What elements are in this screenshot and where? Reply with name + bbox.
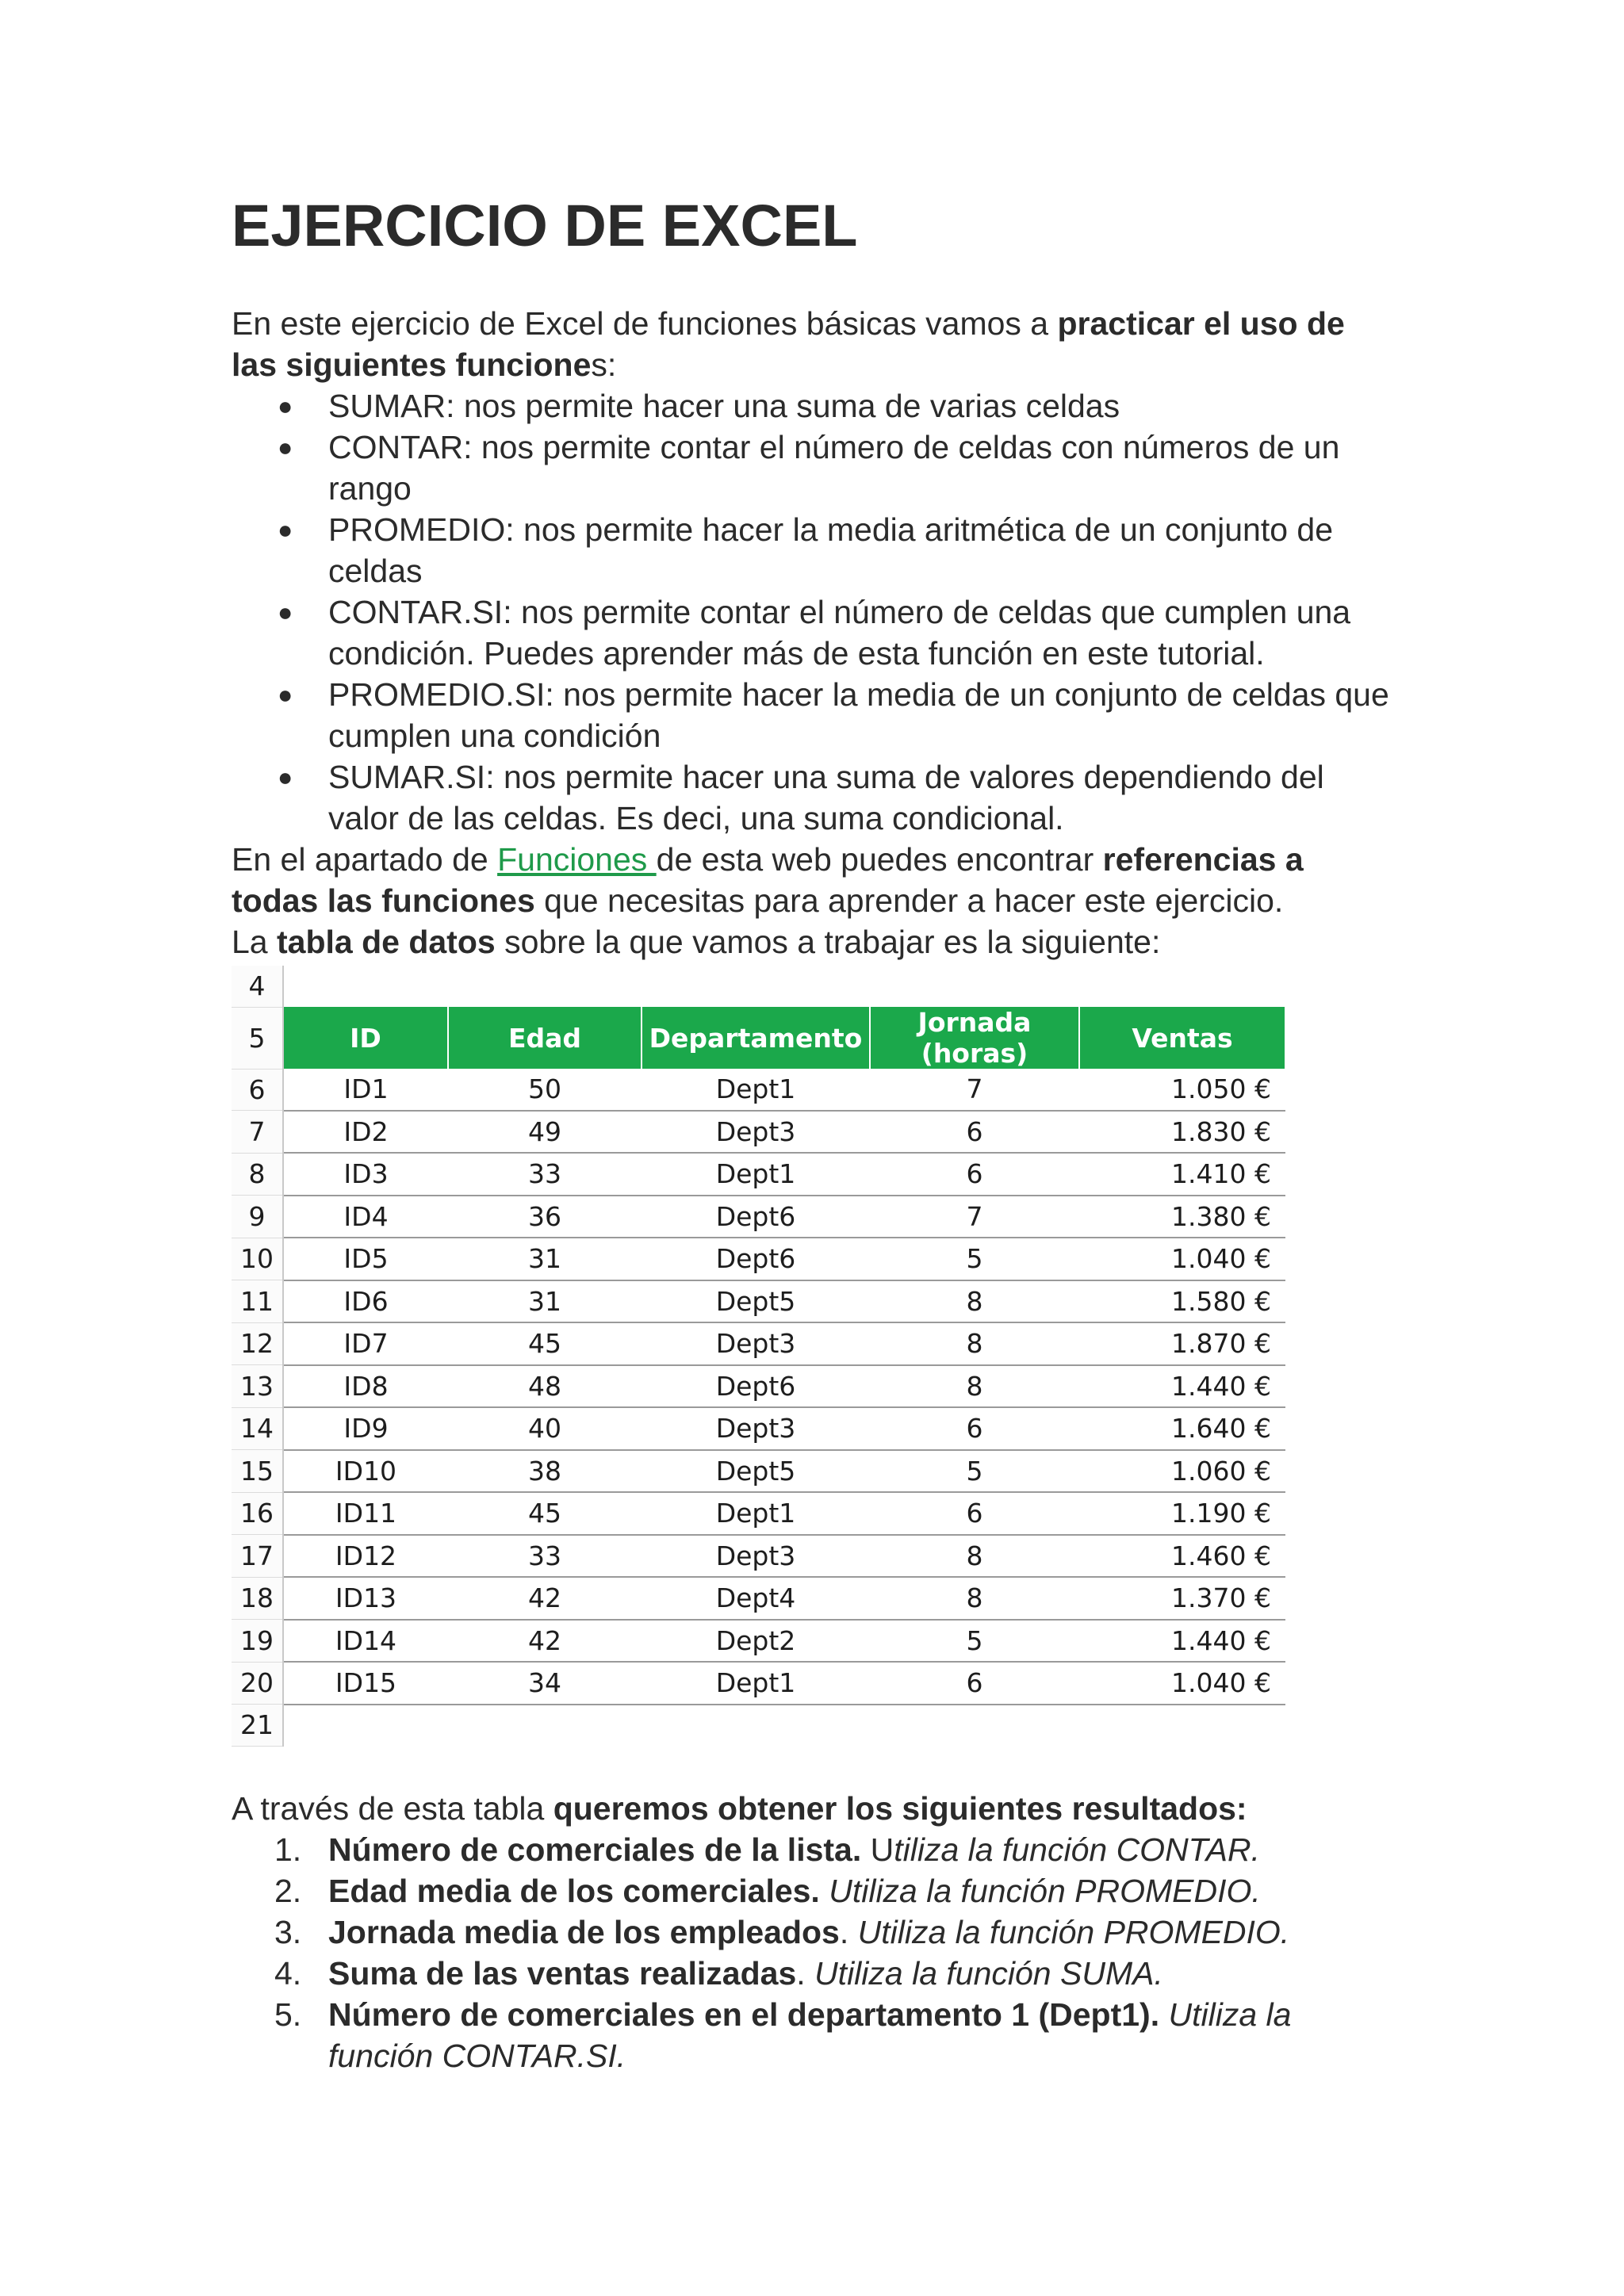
table-cell-edad: 38	[448, 1450, 642, 1493]
table-cell-ven: 1.580 €	[1079, 1280, 1285, 1323]
table-cell-dep: Dept3	[642, 1535, 870, 1578]
table-cell-id: ID5	[283, 1238, 448, 1280]
table-cell-ven: 1.370 €	[1079, 1577, 1285, 1620]
list-item: 4. Suma de las ventas realizadas. Utiliza la función SUMA.	[274, 1954, 1163, 1992]
table-cell-ven: 1.040 €	[1079, 1238, 1285, 1280]
row-number: 5	[232, 1007, 283, 1069]
table-cell-id: ID15	[283, 1662, 448, 1705]
table-row	[232, 1577, 1285, 1620]
table-cell-dep: Dept3	[642, 1111, 870, 1154]
table-cell-jor: 8	[870, 1577, 1079, 1620]
table-cell-jor: 5	[870, 1620, 1079, 1663]
table-cell-ven: 1.380 €	[1079, 1196, 1285, 1238]
table-cell-id: ID7	[283, 1322, 448, 1365]
row-number: 6	[232, 1069, 283, 1111]
table-cell-jor: 6	[870, 1407, 1079, 1450]
row-number: 17	[232, 1535, 283, 1578]
page-title: EJERCICIO DE EXCEL	[232, 193, 858, 258]
table-cell-dep: Dept2	[642, 1620, 870, 1663]
table-cell-id: ID11	[283, 1492, 448, 1535]
row-number: 13	[232, 1365, 283, 1408]
table-cell-id: ID4	[283, 1196, 448, 1238]
table-cell-ven: 1.830 €	[1079, 1111, 1285, 1154]
table-row	[232, 1620, 1285, 1663]
row-number: 10	[232, 1238, 283, 1280]
table-cell-jor: 6	[870, 1662, 1079, 1705]
bullet-icon: ●	[278, 680, 293, 709]
row-number: 21	[232, 1705, 283, 1747]
table-cell-ven: 1.640 €	[1079, 1407, 1285, 1450]
table-intro-paragraph: La tabla de datos sobre la que vamos a trabajar es la siguiente:	[232, 924, 1161, 960]
table-cell-ven: 1.460 €	[1079, 1535, 1285, 1578]
table-cell-edad: 48	[448, 1365, 642, 1408]
table-cell-jor: 8	[870, 1322, 1079, 1365]
table-cell-jor: 8	[870, 1535, 1079, 1578]
table-cell-edad: 31	[448, 1280, 642, 1323]
table-cell-dep: Dept6	[642, 1365, 870, 1408]
table-cell-jor: 6	[870, 1153, 1079, 1196]
table-cell-dep: Dept1	[642, 1153, 870, 1196]
results-list	[232, 1829, 1389, 2076]
table-cell-jor: 5	[870, 1238, 1079, 1280]
intro-text-end: s:	[591, 346, 617, 383]
bullet-icon: ●	[278, 763, 293, 791]
table-row	[232, 1705, 1285, 1747]
table-cell-ven: 1.410 €	[1079, 1153, 1285, 1196]
table-row	[232, 1111, 1285, 1154]
list-item: 1. Número de comerciales de la lista. Utiliza la función CONTAR.	[274, 1831, 1261, 1868]
bullet-icon: ●	[278, 392, 293, 420]
intro-paragraph	[232, 303, 1389, 385]
table-cell-edad: 33	[448, 1535, 642, 1578]
row-number: 11	[232, 1280, 283, 1323]
table-row	[232, 1280, 1285, 1323]
row-number: 18	[232, 1577, 283, 1620]
list-item: 5. Número de comerciales en el departamento 1 (Dept1). Utiliza la función CONTAR.SI.	[274, 1996, 1292, 2074]
bullet-icon: ●	[278, 598, 293, 626]
column-header: Jornada (horas)	[870, 1007, 1079, 1069]
table-cell-dep: Dept1	[642, 1492, 870, 1535]
table-cell-ven: 1.870 €	[1079, 1322, 1285, 1365]
table-cell-edad: 45	[448, 1322, 642, 1365]
table-row	[232, 1407, 1285, 1450]
data-table	[232, 966, 1286, 1747]
table-cell-edad: 42	[448, 1577, 642, 1620]
row-number: 4	[232, 966, 283, 1007]
table-cell-dep: Dept6	[642, 1196, 870, 1238]
table-cell-edad: 34	[448, 1662, 642, 1705]
row-number: 16	[232, 1492, 283, 1535]
table-cell-jor: 6	[870, 1111, 1079, 1154]
table-cell-ven: 1.040 €	[1079, 1662, 1285, 1705]
column-header: Edad	[448, 1007, 642, 1069]
list-item: 3. Jornada media de los empleados. Utiliza la función PROMEDIO.	[274, 1913, 1290, 1950]
table-row	[232, 1492, 1285, 1535]
table-cell-id: ID10	[283, 1450, 448, 1493]
column-header: Ventas	[1079, 1007, 1285, 1069]
table-cell-ven: 1.050 €	[1079, 1069, 1285, 1111]
table-cell-ven: 1.060 €	[1079, 1450, 1285, 1493]
spreadsheet-image	[232, 966, 1286, 1747]
list-item: ● PROMEDIO.SI: nos permite hacer la media de un conjunto de celdas que cumplen una condición	[328, 674, 1389, 756]
list-item: 2. Edad media de los comerciales. Utiliza la función PROMEDIO.	[274, 1872, 1261, 1909]
table-cell-dep: Dept5	[642, 1450, 870, 1493]
table-cell-edad: 42	[448, 1620, 642, 1663]
row-number: 20	[232, 1662, 283, 1705]
list-item: ● CONTAR.SI: nos permite contar el número de celdas que cumplen una condición. Puedes aprender más de esta función en este tutorial.	[328, 591, 1389, 674]
table-row	[232, 1535, 1285, 1578]
table-cell-edad: 36	[448, 1196, 642, 1238]
table-row	[232, 1322, 1285, 1365]
table-row	[232, 1450, 1285, 1493]
row-number: 14	[232, 1407, 283, 1450]
table-cell-jor: 7	[870, 1196, 1079, 1238]
table-cell-ven: 1.190 €	[1079, 1492, 1285, 1535]
table-row	[232, 1153, 1285, 1196]
table-cell-id: ID13	[283, 1577, 448, 1620]
table-cell-id: ID6	[283, 1280, 448, 1323]
table-cell-ven: 1.440 €	[1079, 1365, 1285, 1408]
table-cell-dep: Dept4	[642, 1577, 870, 1620]
list-item: ● SUMAR.SI: nos permite hacer una suma de valores dependiendo del valor de las celdas. Es deci, una suma condicional.	[328, 756, 1389, 839]
bullet-icon: ●	[278, 515, 293, 544]
row-number: 9	[232, 1196, 283, 1238]
function-list	[232, 385, 1389, 839]
table-cell-dep: Dept6	[642, 1238, 870, 1280]
table-cell-edad: 33	[448, 1153, 642, 1196]
table-cell-id: ID3	[283, 1153, 448, 1196]
row-number: 8	[232, 1153, 283, 1196]
results-intro-paragraph: A través de esta tabla queremos obtener los siguientes resultados:	[232, 1789, 1247, 1827]
table-cell-edad: 31	[448, 1238, 642, 1280]
table-row	[232, 1069, 1285, 1111]
table-cell-jor: 5	[870, 1450, 1079, 1493]
list-item: ● CONTAR: nos permite contar el número de celdas con números de un rango	[328, 427, 1389, 509]
bullet-icon: ●	[278, 433, 293, 461]
table-cell-dep: Dept1	[642, 1069, 870, 1111]
column-header: ID	[283, 1007, 448, 1069]
intro-text: En este ejercicio de Excel de funciones básicas vamos a	[232, 305, 1058, 342]
row-number: 15	[232, 1450, 283, 1493]
table-cell-dep: Dept5	[642, 1280, 870, 1323]
table-cell-jor: 7	[870, 1069, 1079, 1111]
table-cell-ven: 1.440 €	[1079, 1620, 1285, 1663]
table-cell-jor: 8	[870, 1365, 1079, 1408]
table-cell-id: ID2	[283, 1111, 448, 1154]
row-number: 7	[232, 1111, 283, 1154]
table-row	[232, 1238, 1285, 1280]
table-cell-edad: 40	[448, 1407, 642, 1450]
table-cell-dep: Dept1	[642, 1662, 870, 1705]
table-row	[232, 1365, 1285, 1408]
list-item: ● PROMEDIO: nos permite hacer la media aritmética de un conjunto de celdas	[328, 509, 1389, 591]
table-cell-jor: 6	[870, 1492, 1079, 1535]
references-paragraph: En el apartado de Funciones de esta web puedes encontrar referencias a todas las funciones que necesitas para aprender a hacer este ejercicio.	[232, 841, 1304, 919]
table-cell-edad: 45	[448, 1492, 642, 1535]
document-content	[232, 190, 1389, 2076]
funciones-link[interactable]: Funciones	[497, 841, 657, 878]
intro-bold: practicar el uso de las siguientes funcione	[232, 305, 1345, 383]
table-header-row	[232, 1007, 1285, 1069]
table-cell-edad: 49	[448, 1111, 642, 1154]
table-cell-id: ID14	[283, 1620, 448, 1663]
list-item: ● SUMAR: nos permite hacer una suma de varias celdas	[328, 385, 1389, 427]
table-cell-edad: 50	[448, 1069, 642, 1111]
table-cell-id: ID12	[283, 1535, 448, 1578]
table-cell-jor: 8	[870, 1280, 1079, 1323]
table-cell-id: ID8	[283, 1365, 448, 1408]
row-number: 12	[232, 1322, 283, 1365]
table-row	[232, 1662, 1285, 1705]
table-row	[232, 966, 1285, 1007]
table-cell-dep: Dept3	[642, 1322, 870, 1365]
table-row	[232, 1196, 1285, 1238]
table-cell-dep: Dept3	[642, 1407, 870, 1450]
row-number: 19	[232, 1620, 283, 1663]
table-cell-id: ID1	[283, 1069, 448, 1111]
column-header: Departamento	[642, 1007, 870, 1069]
table-cell-id: ID9	[283, 1407, 448, 1450]
